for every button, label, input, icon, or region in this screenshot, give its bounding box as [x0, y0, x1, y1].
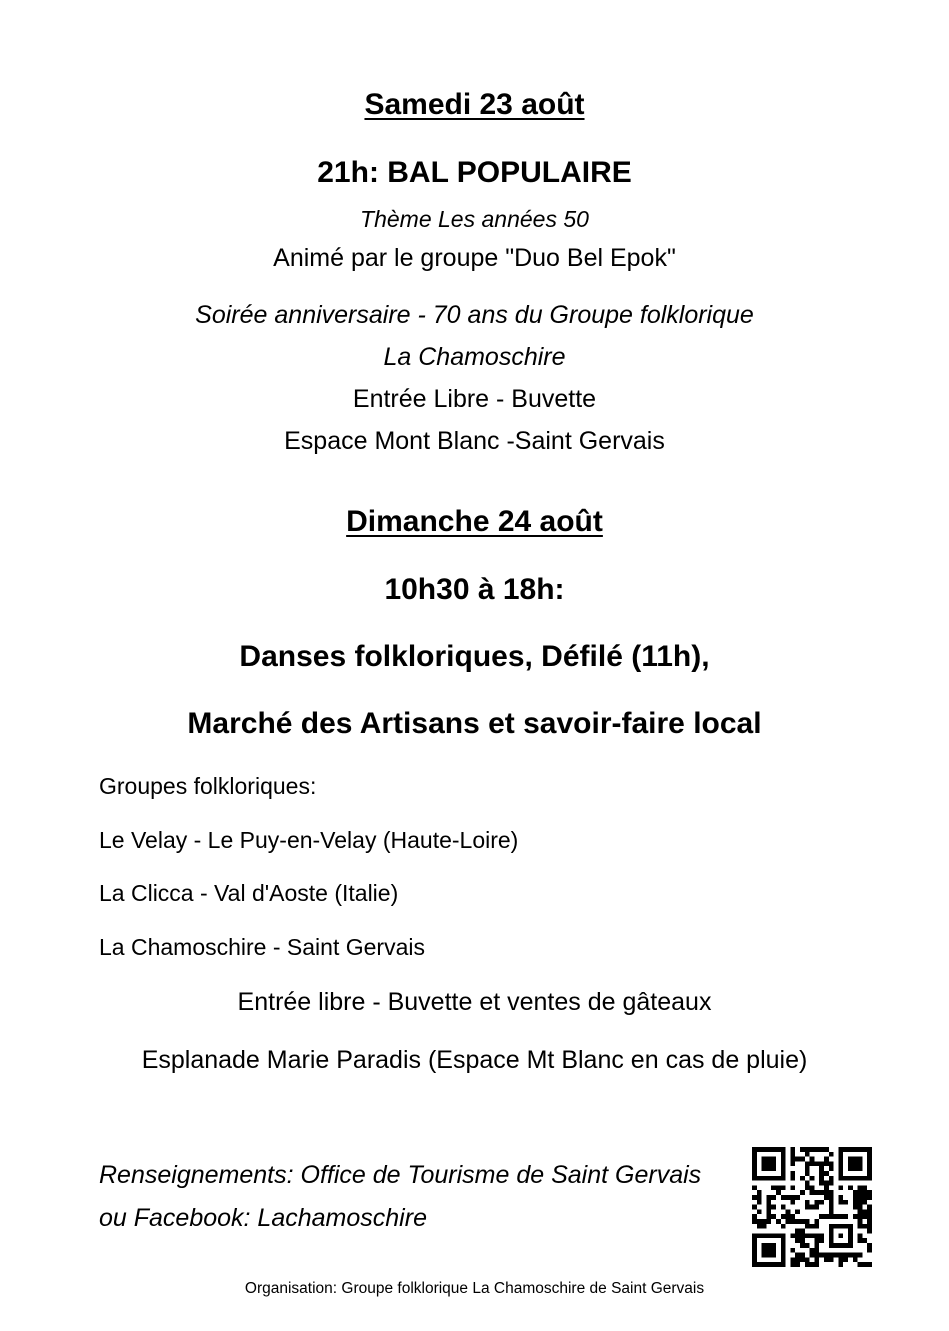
sunday-program-line1: Danses folkloriques, Défilé (11h), — [239, 640, 710, 673]
saturday-title: 21h: BAL POPULAIRE — [317, 156, 632, 189]
saturday-theme: Thème Les années 50 — [360, 206, 589, 232]
saturday-anniversary-line1: Soirée anniversaire - 70 ans du Groupe folklorique — [195, 301, 754, 329]
saturday-animation: Animé par le groupe "Duo Bel Epok" — [273, 244, 676, 272]
group-item: Le Velay - Le Puy-en-Velay (Haute-Loire) — [99, 827, 519, 853]
group-item: La Clicca - Val d'Aoste (Italie) — [99, 880, 399, 906]
sunday-time: 10h30 à 18h: — [384, 573, 565, 606]
saturday-entry: Entrée Libre - Buvette — [352, 385, 597, 413]
info-line2: ou Facebook: Lachamoschire — [99, 1204, 427, 1232]
info-line1: Renseignements: Office de Tourisme de Saint Gervais — [99, 1161, 702, 1189]
sunday-entry: Entrée libre - Buvette et ventes de gâteaux — [237, 988, 712, 1016]
sunday-venue: Esplanade Marie Paradis (Espace Mt Blanc en cas de pluie) — [141, 1046, 808, 1074]
group-item: La Chamoschire - Saint Gervais — [99, 934, 425, 960]
sunday-date: Dimanche 24 août — [346, 505, 603, 538]
qr-code-icon[interactable] — [752, 1147, 872, 1267]
saturday-anniversary-line2: La Chamoschire — [383, 343, 566, 371]
footer-organisation: Organisation: Groupe folklorique La Chamoschire de Saint Gervais — [244, 1280, 705, 1297]
saturday-venue: Espace Mont Blanc -Saint Gervais — [284, 427, 665, 455]
saturday-date: Samedi 23 août — [364, 88, 585, 121]
sunday-program-line2: Marché des Artisans et savoir-faire local — [187, 707, 762, 740]
groups-heading: Groupes folkloriques: — [99, 773, 317, 799]
